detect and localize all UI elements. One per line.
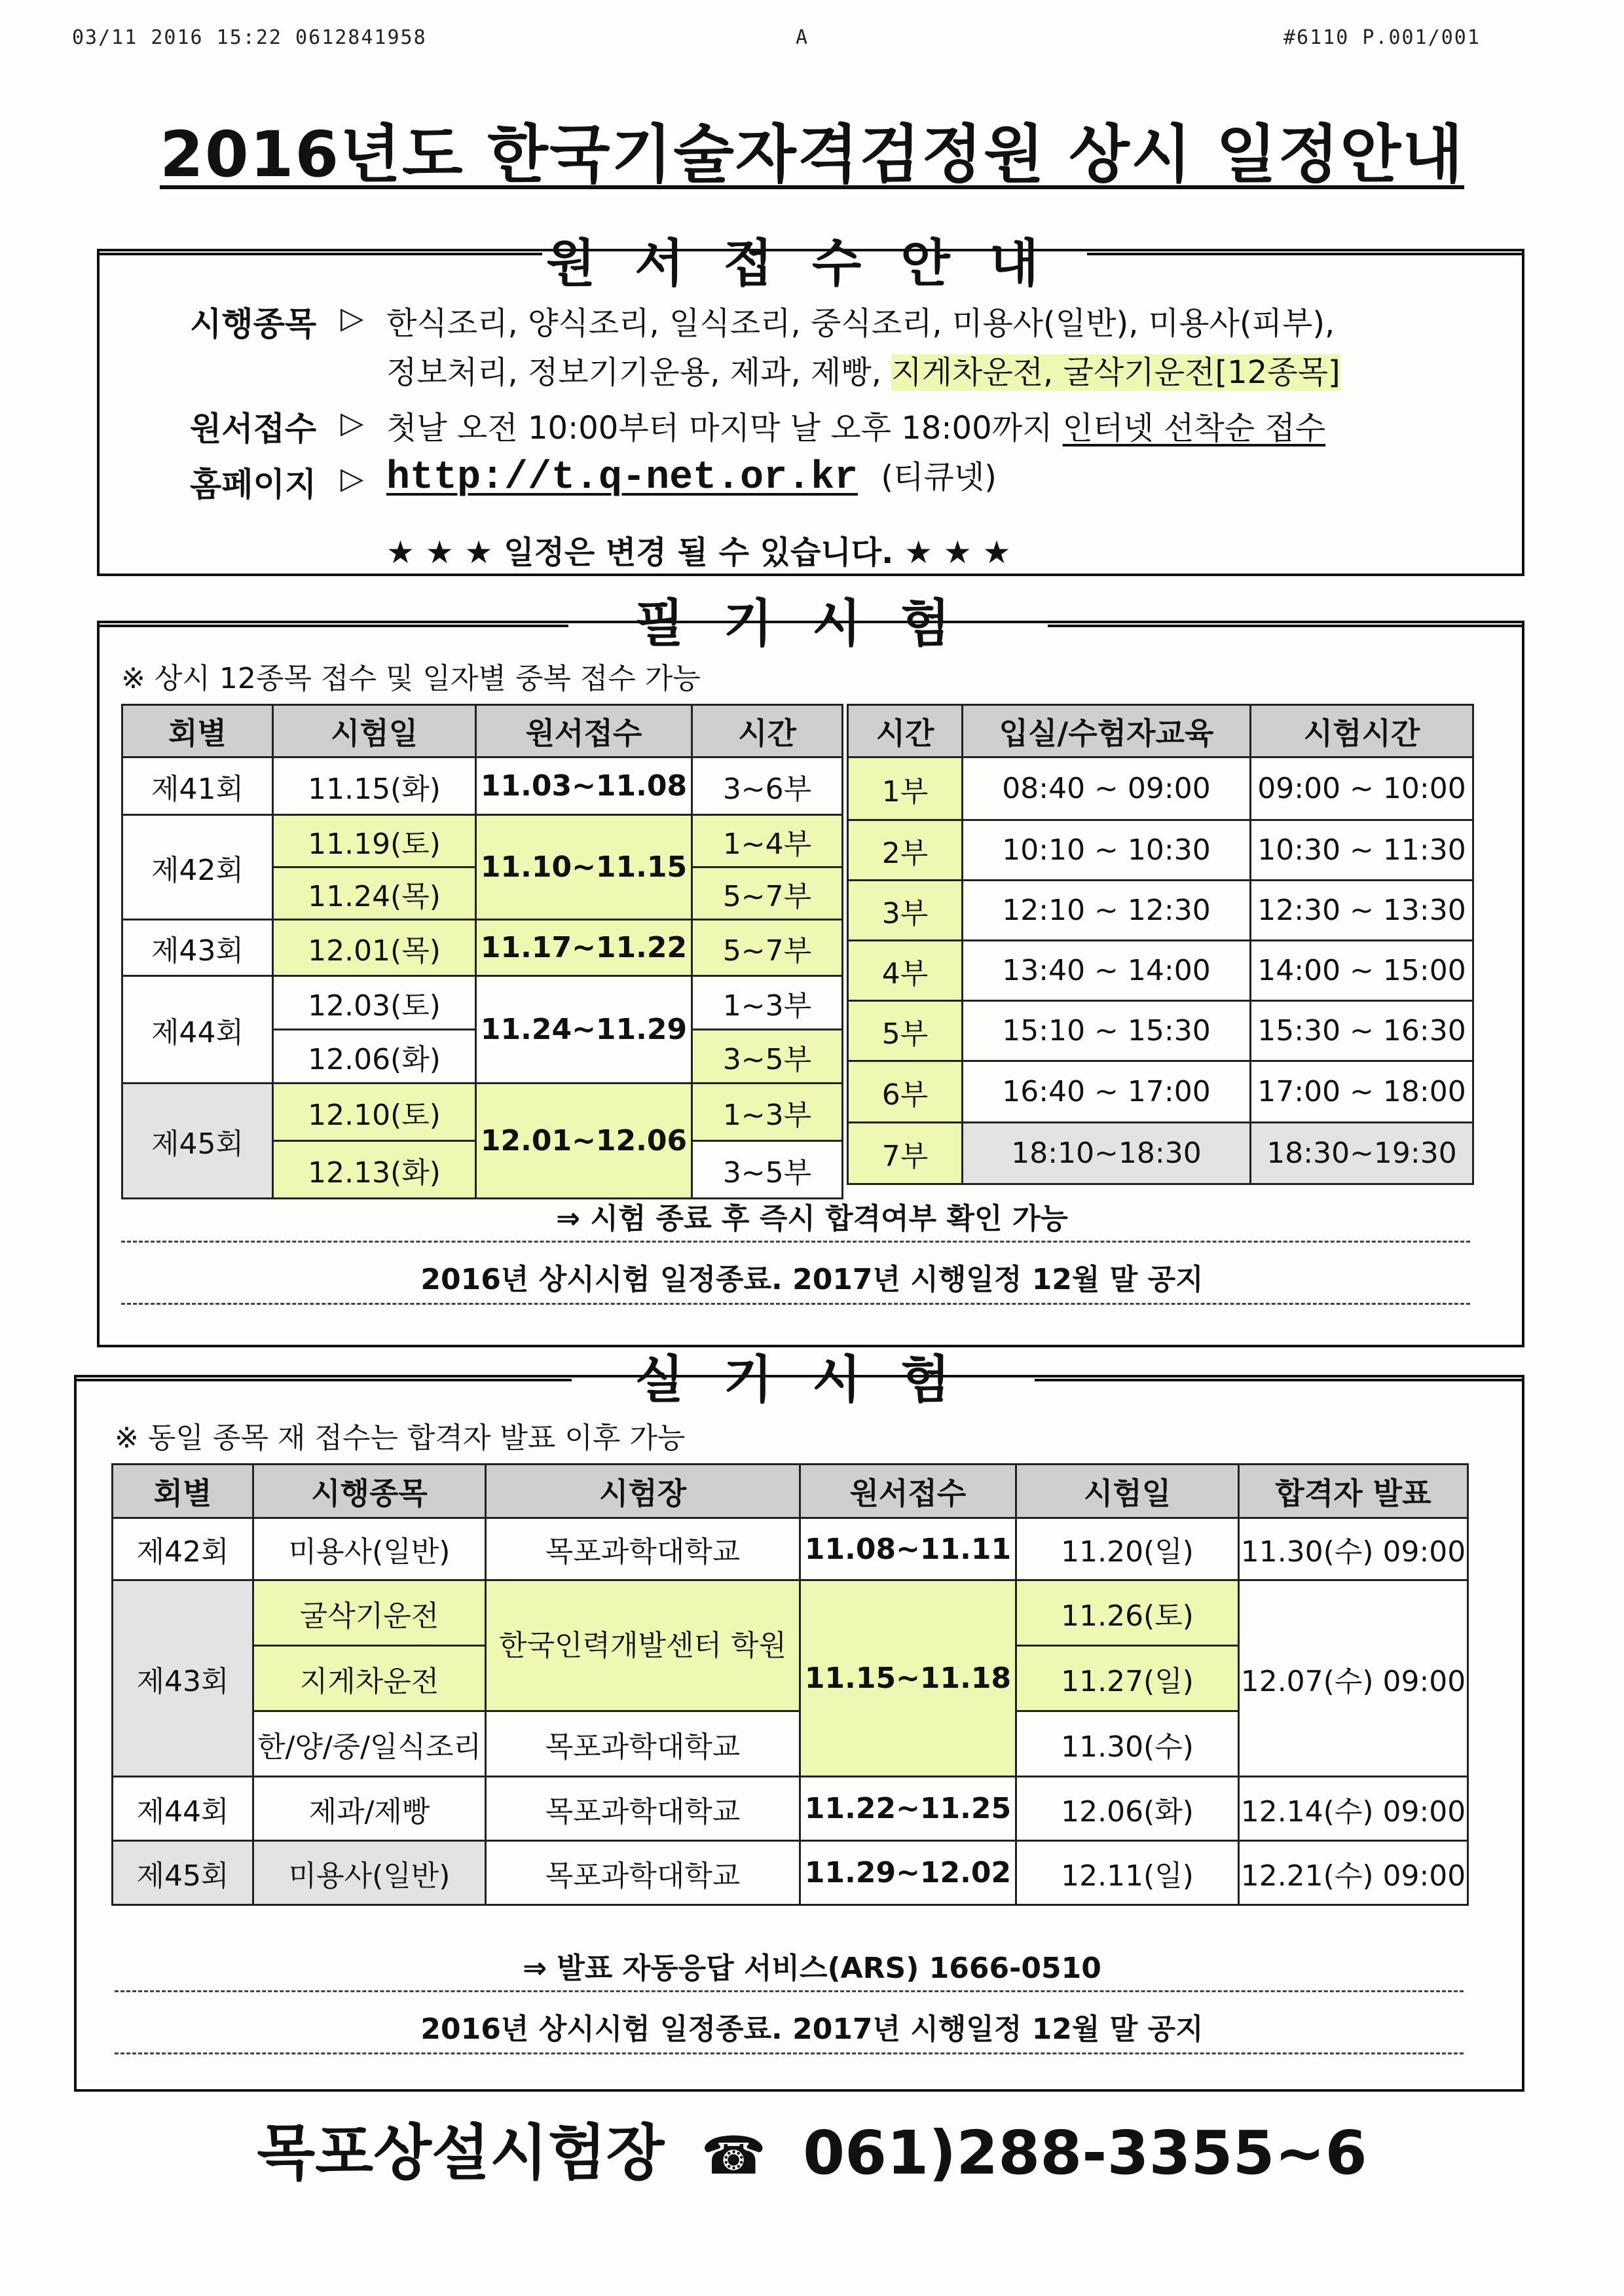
entry-cell: 18:10~18:30: [963, 1123, 1251, 1184]
date-cell: 12.06(화): [1016, 1777, 1239, 1841]
apply-cell: 11.17~11.22: [476, 920, 692, 976]
col-entry: 입실/수험자교육: [963, 705, 1251, 757]
phone-number: 061)288-3355~6: [803, 2118, 1367, 2188]
written-note: ※ 상시 12종목 접수 및 일자별 중복 접수 가능: [121, 662, 701, 695]
part-cell: 1~4부: [692, 815, 843, 867]
written-footer1: ⇒ 시험 종료 후 즉시 합격여부 확인 가능: [556, 1202, 1068, 1235]
items-line2: [386, 347, 1340, 392]
col-exam-time: 시험시간: [1251, 705, 1473, 757]
entry-cell: 12:10 ~ 12:30: [963, 881, 1251, 941]
part-cell: 3~6부: [692, 757, 843, 815]
contact-line: [0, 2105, 1624, 2191]
arrow-icon: ▷: [341, 300, 364, 335]
round-cell: 제42회: [122, 815, 273, 920]
table-row: [848, 1001, 1473, 1061]
exam-time-cell: 10:30 ~ 11:30: [1251, 820, 1473, 881]
part-cell: 4부: [848, 941, 963, 1001]
date-cell: 11.30(수): [1016, 1711, 1239, 1777]
place-cell: 목포과학대학교: [486, 1777, 800, 1841]
apply-emph: 인터넷 선착순 접수: [1062, 410, 1326, 446]
homepage-link[interactable]: http://t.q-net.or.kr: [386, 456, 858, 500]
apply-cell: 11.24~11.29: [476, 976, 692, 1084]
arrow-icon: ▷: [341, 405, 364, 440]
exam-time-cell: 09:00 ~ 10:00: [1251, 757, 1473, 820]
practical-table: [111, 1463, 1469, 1906]
label-homepage: 홈페이지: [190, 465, 317, 503]
result-cell: 12.14(수) 09:00: [1239, 1777, 1468, 1841]
place-cell: 목포과학대학교: [486, 1841, 800, 1905]
items-line1: 한식조리, 양식조리, 일식조리, 중식조리, 미용사(일반), 미용사(피부),: [386, 305, 1335, 342]
application-heading: 원서접수안내: [545, 234, 1079, 293]
table-row: [122, 920, 843, 976]
items-line2b: 지게차운전, 굴삭기운전[12종목]: [891, 354, 1340, 391]
arrow-icon: ▷: [341, 460, 364, 496]
label-apply: 원서접수: [190, 410, 317, 448]
table-row: [848, 1061, 1473, 1123]
date-cell: 11.27(일): [1016, 1646, 1239, 1711]
entry-cell: 13:40 ~ 14:00: [963, 941, 1251, 1001]
table-row: [848, 941, 1473, 1001]
item-cell: 제과/제빵: [253, 1777, 486, 1841]
date-cell: 12.10(토): [273, 1084, 476, 1141]
table-row: [122, 757, 843, 815]
date-cell: 12.13(화): [273, 1141, 476, 1199]
apply-line: [386, 403, 1325, 448]
exam-center-name: 목포상설시험장: [257, 2118, 665, 2188]
homepage-line: [386, 452, 997, 500]
fax-header-left: 03/11 2016 15:22 0612841958: [72, 26, 427, 49]
item-cell: 굴삭기운전: [253, 1580, 486, 1646]
change-notice: ★ ★ ★ 일정은 변경 될 수 있습니다. ★ ★ ★: [386, 534, 1011, 571]
practical-footer2: 2016년 상시시험 일정종료. 2017년 시행일정 12월 말 공지: [420, 2013, 1204, 2046]
practical-note: ※ 동일 종목 재 접수는 합격자 발표 이후 가능: [115, 1421, 686, 1455]
apply-cell: 12.01~12.06: [476, 1084, 692, 1199]
practical-footer1: ⇒ 발표 자동응답 서비스(ARS) 1666-0510: [523, 1952, 1101, 1985]
apply-cell: 11.29~12.02: [800, 1841, 1016, 1905]
table-row: [848, 820, 1473, 881]
item-cell: 지게차운전: [253, 1646, 486, 1711]
round-cell: 제43회: [122, 920, 273, 976]
col-date: 시험일: [1016, 1465, 1239, 1518]
table-row: [113, 1580, 1468, 1646]
divider: [121, 1303, 1470, 1305]
col-time: 시간: [848, 705, 963, 757]
result-cell: 11.30(수) 09:00: [1239, 1518, 1468, 1580]
place-cell: 목포과학대학교: [486, 1518, 800, 1580]
date-cell: 11.19(토): [273, 815, 476, 867]
items-line2a: 정보처리, 정보기기운용, 제과, 제빵,: [386, 354, 892, 391]
round-cell: 제44회: [122, 976, 273, 1084]
table-row: [113, 1518, 1468, 1580]
phone-icon: ☎: [701, 2125, 767, 2186]
round-cell: 제44회: [113, 1777, 253, 1841]
part-cell: 3부: [848, 881, 963, 941]
col-item: 시행종목: [253, 1465, 486, 1518]
date-cell: 11.24(목): [273, 867, 476, 920]
entry-cell: 15:10 ~ 15:30: [963, 1001, 1251, 1061]
table-row: [113, 1777, 1468, 1841]
page-title: 2016년도 한국기술자격검정원 상시 일정안내: [160, 118, 1464, 191]
table-row: [113, 1841, 1468, 1905]
place-cell: 목포과학대학교: [486, 1711, 800, 1777]
part-cell: 1~3부: [692, 1084, 843, 1141]
table-row: [122, 976, 843, 1030]
practical-heading: 실기시험: [635, 1351, 989, 1410]
part-cell: 6부: [848, 1061, 963, 1123]
item-cell: 미용사(일반): [253, 1841, 486, 1905]
date-cell: 12.01(목): [273, 920, 476, 976]
result-cell: 12.07(수) 09:00: [1239, 1580, 1468, 1777]
col-place: 시험장: [486, 1465, 800, 1518]
item-cell: 미용사(일반): [253, 1518, 486, 1580]
exam-time-cell: 17:00 ~ 18:00: [1251, 1061, 1473, 1123]
col-apply: 원서접수: [800, 1465, 1016, 1518]
apply-cell: 11.10~11.15: [476, 815, 692, 920]
divider: [115, 1990, 1464, 1992]
exam-time-cell: 18:30~19:30: [1251, 1123, 1473, 1184]
exam-time-cell: 12:30 ~ 13:30: [1251, 881, 1473, 941]
written-schedule-table: [121, 704, 843, 1199]
table-row: [122, 815, 843, 867]
date-cell: 11.26(토): [1016, 1580, 1239, 1646]
col-part: 시간: [692, 705, 843, 757]
round-cell: 제45회: [122, 1084, 273, 1199]
exam-time-cell: 14:00 ~ 15:00: [1251, 941, 1473, 1001]
fax-header-center: A: [796, 26, 809, 49]
item-cell: 한/양/중/일식조리: [253, 1711, 486, 1777]
apply-cell: 11.22~11.25: [800, 1777, 1016, 1841]
table-row: [848, 881, 1473, 941]
written-footer2: 2016년 상시시험 일정종료. 2017년 시행일정 12월 말 공지: [420, 1263, 1204, 1296]
date-cell: 11.15(화): [273, 757, 476, 815]
col-date: 시험일: [273, 705, 476, 757]
col-apply: 원서접수: [476, 705, 692, 757]
part-cell: 3~5부: [692, 1141, 843, 1199]
homepage-suffix: (티큐넷): [881, 459, 997, 496]
date-cell: 12.03(토): [273, 976, 476, 1030]
entry-cell: 10:10 ~ 10:30: [963, 820, 1251, 881]
part-cell: 3~5부: [692, 1030, 843, 1084]
part-cell: 5부: [848, 1001, 963, 1061]
col-round: 회별: [122, 705, 273, 757]
round-cell: 제43회: [113, 1580, 253, 1777]
written-heading: 필기시험: [635, 594, 989, 653]
round-cell: 제45회: [113, 1841, 253, 1905]
table-row: [848, 757, 1473, 820]
date-cell: 12.11(일): [1016, 1841, 1239, 1905]
apply-cell: 11.08~11.11: [800, 1518, 1016, 1580]
fax-header-right: #6110 P.001/001: [1283, 26, 1481, 49]
part-cell: 5~7부: [692, 867, 843, 920]
written-time-table: [847, 704, 1474, 1185]
date-cell: 11.20(일): [1016, 1518, 1239, 1580]
apply-text: 첫날 오전 10:00부터 마지막 날 오후 18:00까지: [386, 410, 1063, 446]
table-row: [848, 1123, 1473, 1184]
col-round: 회별: [113, 1465, 253, 1518]
divider: [121, 1241, 1470, 1243]
result-cell: 12.21(수) 09:00: [1239, 1841, 1468, 1905]
exam-time-cell: 15:30 ~ 16:30: [1251, 1001, 1473, 1061]
col-result: 합격자 발표: [1239, 1465, 1468, 1518]
part-cell: 1부: [848, 757, 963, 820]
part-cell: 2부: [848, 820, 963, 881]
entry-cell: 08:40 ~ 09:00: [963, 757, 1251, 820]
part-cell: 7부: [848, 1123, 963, 1184]
place-cell: 한국인력개발센터 학원: [486, 1580, 800, 1711]
round-cell: 제42회: [113, 1518, 253, 1580]
divider: [115, 2052, 1464, 2054]
apply-cell: 11.03~11.08: [476, 757, 692, 815]
apply-cell: 11.15~11.18: [800, 1580, 1016, 1777]
label-items: 시행종목: [190, 305, 317, 343]
round-cell: 제41회: [122, 757, 273, 815]
entry-cell: 16:40 ~ 17:00: [963, 1061, 1251, 1123]
part-cell: 5~7부: [692, 920, 843, 976]
table-row: [122, 1084, 843, 1141]
date-cell: 12.06(화): [273, 1030, 476, 1084]
part-cell: 1~3부: [692, 976, 843, 1030]
